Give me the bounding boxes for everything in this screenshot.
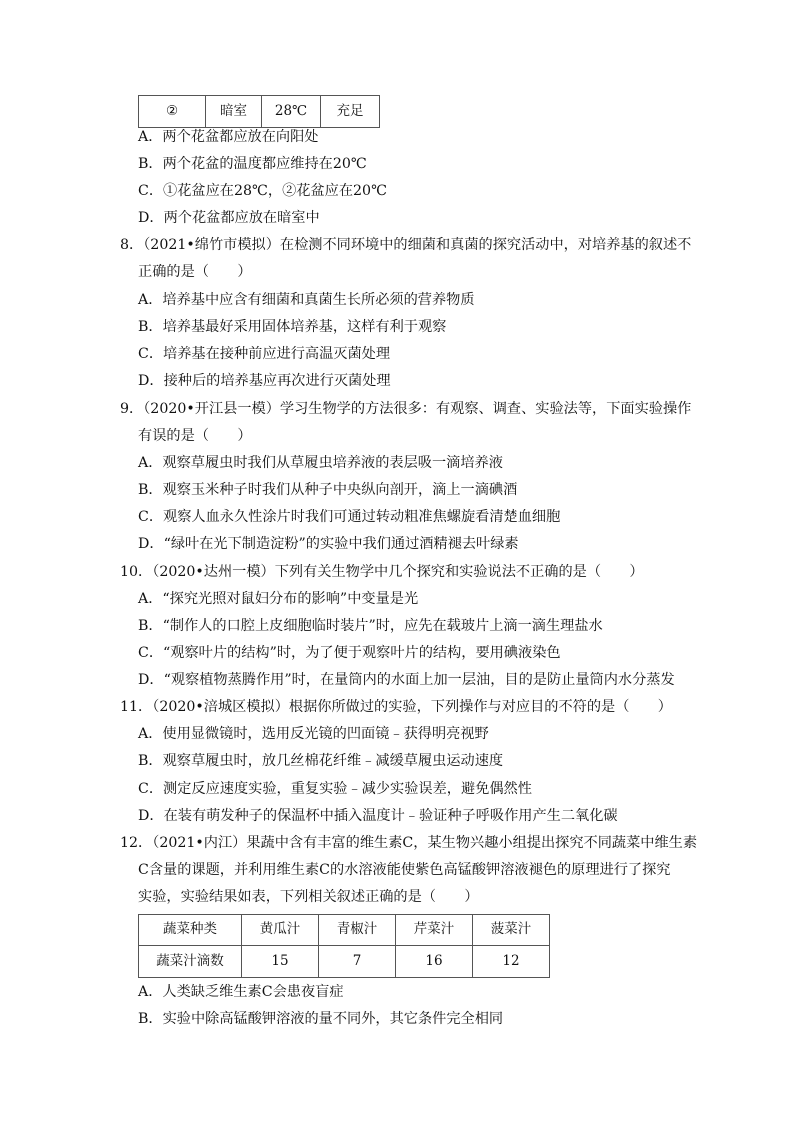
table-cell: 16 — [396, 946, 473, 978]
table-cell: 15 — [242, 946, 319, 978]
q10-stem-line1: 10．（2020•达州一模）下列有关生物学中几个探究和实验说法不正确的是（ ） — [120, 564, 644, 580]
q8-option-c: C．培养基在接种前应进行高温灭菌处理 — [138, 346, 391, 362]
table-row — [139, 946, 550, 978]
table-cell: 28℃ — [262, 96, 321, 128]
vegetable-juice-table — [138, 914, 550, 978]
table-cell: ② — [139, 96, 206, 128]
q10-option-d: D．“观察植物蒸腾作用”时，在量筒内的水面上加一层油，目的是防止量筒内水分蒸发 — [138, 672, 675, 688]
table-header-cell: 青椒汁 — [319, 915, 396, 946]
table-header-cell: 蔬菜种类 — [139, 915, 242, 946]
experiment-table-fragment — [138, 95, 380, 128]
table-cell: 蔬菜汁滴数 — [139, 946, 242, 978]
q8-option-b: B．培养基最好采用固体培养基，这样有利于观察 — [138, 319, 447, 335]
table-header-cell: 芹菜汁 — [396, 915, 473, 946]
q12-option-a: A．人类缺乏维生素C会患夜盲症 — [138, 984, 344, 1000]
q9-option-c: C．观察人血永久性涂片时我们可通过转动粗准焦螺旋看清楚血细胞 — [138, 509, 561, 525]
q9-stem-line1: 9．（2020•开江县一模）学习生物学的方法很多：有观察、调查、实验法等，下面实验操作 — [120, 401, 692, 417]
q8-stem-line2: 正确的是（ ） — [138, 264, 252, 280]
q8-option-a: A．培养基中应含有细菌和真菌生长所必须的营养物质 — [138, 292, 475, 308]
table-cell: 12 — [473, 946, 550, 978]
table-row — [139, 96, 380, 128]
q11-option-c: C．测定反应速度实验，重复实验﹣减少实验误差，避免偶然性 — [138, 781, 532, 797]
q9-option-a: A．观察草履虫时我们从草履虫培养液的表层吸一滴培养液 — [138, 455, 503, 471]
q11-stem-line1: 11．（2020•涪城区模拟）根据你所做过的实验，下列操作与对应目的不符的是（ ） — [120, 699, 672, 715]
q12-stem-line3: 实验，实验结果如表，下列相关叙述正确的是（ ） — [138, 889, 479, 905]
q11-option-d: D．在装有萌发种子的保温杯中插入温度计﹣验证种子呼吸作用产生二氧化碳 — [138, 808, 618, 824]
table-header-cell: 菠菜汁 — [473, 915, 550, 946]
q10-option-c: C．“观察叶片的结构”时，为了便于观察叶片的结构，要用碘液染色 — [138, 645, 561, 661]
q11-option-a: A．使用显微镜时，选用反光镜的凹面镜﹣获得明亮视野 — [138, 726, 489, 742]
q12-stem-line1: 12．（2021•内江）果蔬中含有丰富的维生素C，某生物兴趣小组提出探究不同蔬菜中维生素 — [120, 835, 698, 851]
q7-option-b: B．两个花盆的温度都应维持在20℃ — [138, 156, 367, 172]
table-cell: 暗室 — [206, 96, 262, 128]
q12-option-b: B．实验中除高锰酸钾溶液的量不同外，其它条件完全相同 — [138, 1011, 504, 1027]
table-header-cell: 黄瓜汁 — [242, 915, 319, 946]
q8-stem-line1: 8．（2021•绵竹市模拟）在检测不同环境中的细菌和真菌的探究活动中，对培养基的叙述不 — [120, 237, 692, 253]
q11-option-b: B．观察草履虫时，放几丝棉花纤维﹣减缓草履虫运动速度 — [138, 753, 504, 769]
table-cell: 7 — [319, 946, 396, 978]
q10-option-b: B．“制作人的口腔上皮细胞临时装片”时，应先在载玻片上滴一滴生理盐水 — [138, 618, 603, 634]
q9-option-b: B．观察玉米种子时我们从种子中央纵向剖开，滴上一滴碘酒 — [138, 482, 518, 498]
q10-option-a: A．“探究光照对鼠妇分布的影响”中变量是光 — [138, 591, 419, 607]
table-header-row — [139, 915, 550, 946]
q7-option-c: C．①花盆应在28℃，②花盆应在20℃ — [138, 183, 387, 199]
q9-stem-line2: 有误的是（ ） — [138, 428, 252, 444]
q12-stem-line2: C含量的课题，并利用维生素C的水溶液能使紫色高锰酸钾溶液褪色的原理进行了探究 — [138, 862, 671, 878]
q8-option-d: D．接种后的培养基应再次进行灭菌处理 — [138, 373, 391, 389]
q7-option-d: D．两个花盆都应放在暗室中 — [138, 210, 320, 226]
q7-option-a: A．两个花盆都应放在向阳处 — [138, 129, 319, 145]
table-cell: 充足 — [321, 96, 380, 128]
q9-option-d: D．“绿叶在光下制造淀粉”的实验中我们通过酒精褪去叶绿素 — [138, 536, 519, 552]
